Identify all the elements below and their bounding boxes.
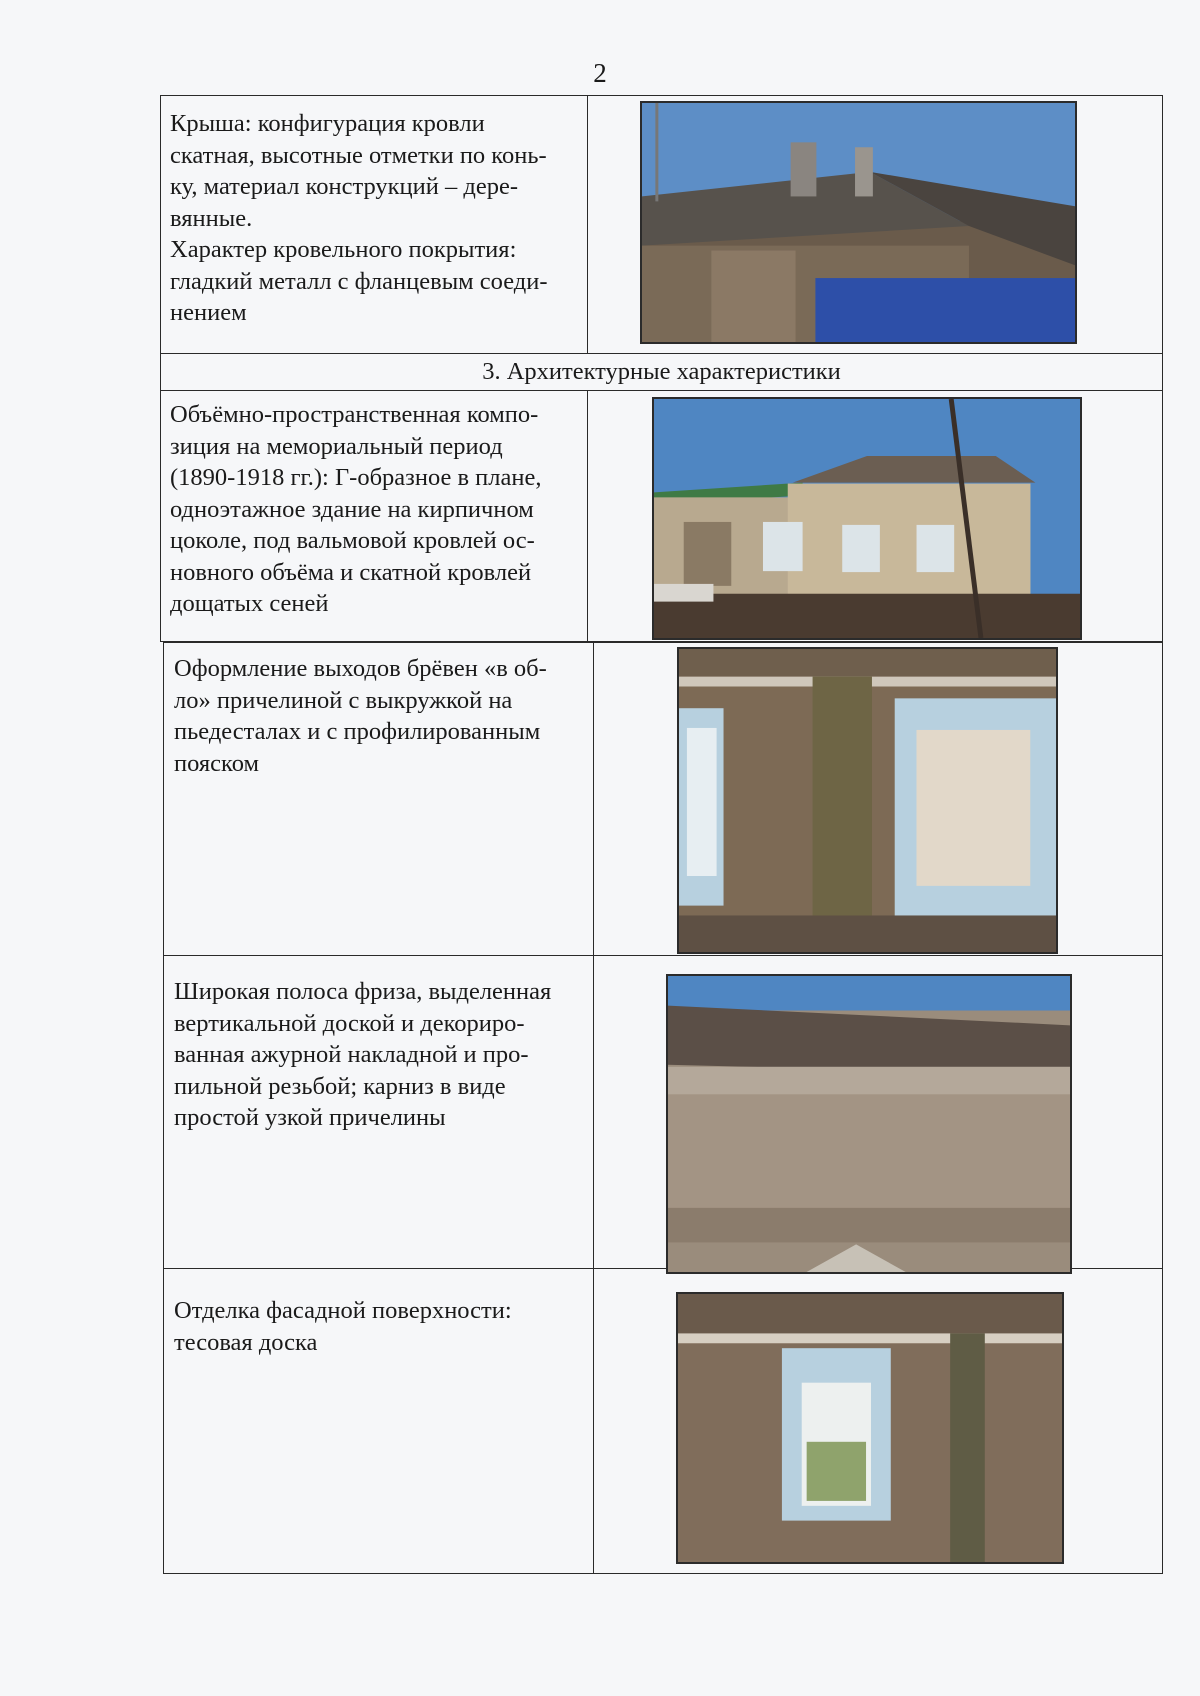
text-line: ло» причелиной с выкружкой на [174,686,513,714]
text-line: вертикальной доской и декориро- [174,1009,525,1037]
text-line: одноэтажное здание на кирпичном [170,495,534,523]
text-line: пояском [174,749,259,777]
row-divider-1 [160,353,1163,354]
logs-description [174,653,584,779]
text-line: зиция на мемориальный период [170,432,503,460]
row-divider-2 [160,390,1163,391]
text-line: Характер кровельного покрытия: [170,236,517,263]
text-line: новного объёма и скатной кровлей [170,558,532,586]
text-line: Широкая полоса фриза, выделенная [174,978,552,1005]
text-line: Отделка фасадной поверхности: [174,1297,512,1324]
roof-photo [640,101,1077,344]
page-number: 2 [593,58,607,88]
text-line: цоколе, под вальмовой кровлей ос- [170,527,535,554]
frieze-photo [666,974,1072,1274]
text-line: ванная ажурной накладной и про- [174,1041,529,1068]
column-divider-3 [593,642,594,1574]
text-line: простой узкой причелины [174,1104,446,1131]
composition-description [170,399,580,620]
text-line: Крыша: конфигурация кровли [170,110,485,137]
text-line: дощатых сеней [170,590,329,617]
column-divider-2 [587,390,588,642]
text-line: скатная, высотные отметки по конь- [170,141,547,169]
logs-photo [677,647,1058,954]
text-line: пильной резьбой; карниз в виде [174,1072,506,1100]
text-line: гладкий металл с фланцевым соеди- [170,267,548,295]
text-line: Объёмно-пространственная компо- [170,401,539,428]
house-photo [652,397,1082,640]
text-line: пьедесталах и с профилированным [174,718,541,745]
text-line: Оформление выходов брёвен «в об- [174,655,547,682]
section-heading: 3. Архитектурные характеристики [482,358,841,385]
text-line: тесовая доска [174,1328,318,1356]
text-line: нением [170,299,247,326]
roof-description [170,108,580,329]
frieze-description [174,976,584,1134]
text-line: ку, материал конструкций – дере- [170,173,519,200]
facade-description [174,1295,584,1358]
facade-photo [676,1292,1064,1564]
text-line: (1890-1918 гг.): Г-образное в плане, [170,464,542,491]
text-line: вянные. [170,204,253,232]
row-divider-3 [163,955,1163,956]
column-divider-1 [587,95,588,354]
